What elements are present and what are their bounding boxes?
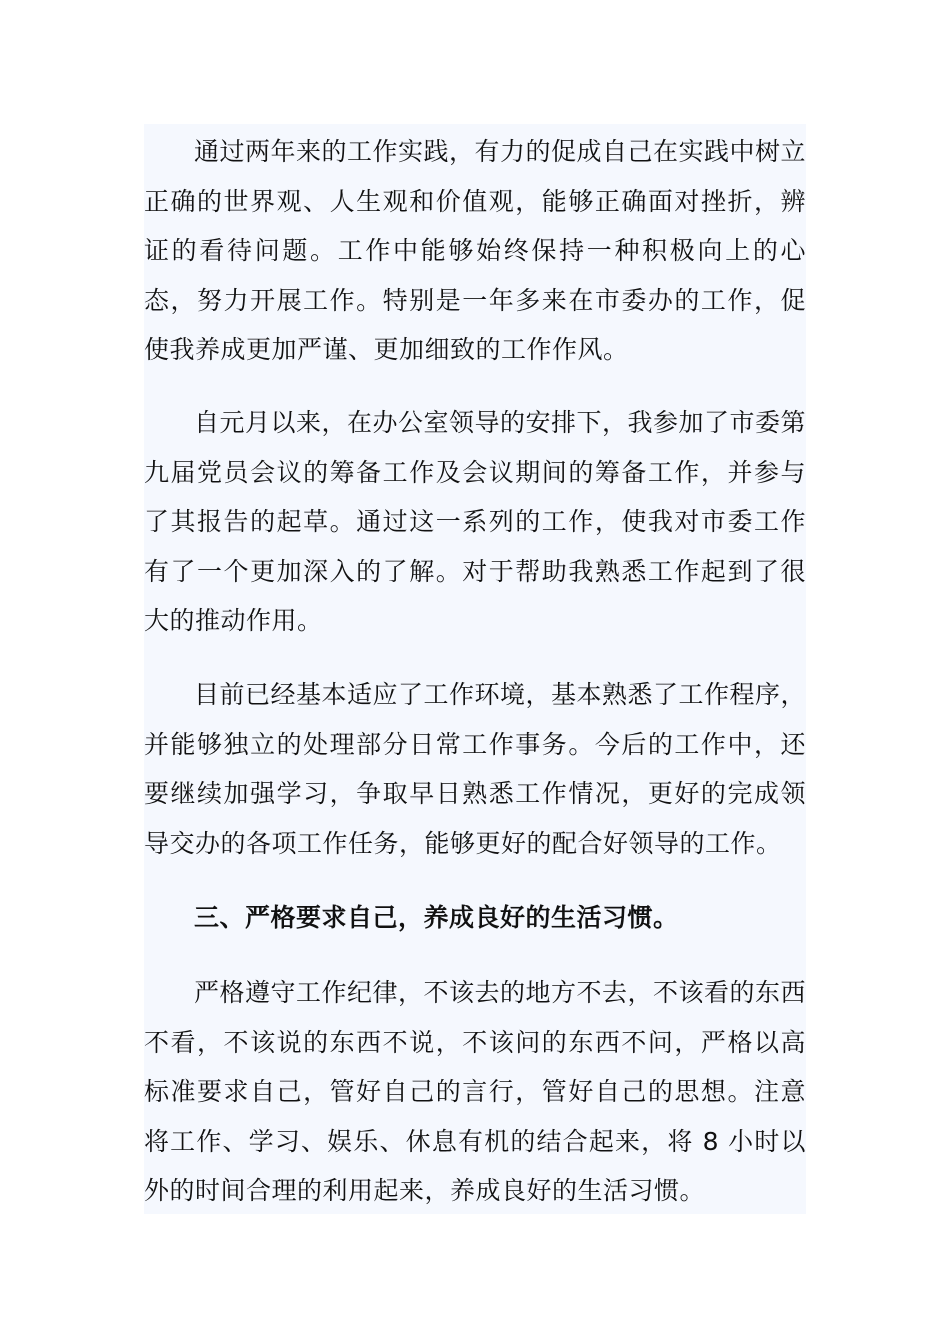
body-paragraph-adaptation: 目前已经基本适应了工作环境，基本熟悉了工作程序，并能够独立的处理部分日常工作事务。今后的工作中，还要继续加强学习，争取早日熟悉工作情况，更好的完成领导交办的各项工作任务，能够更好的配合好领导的工作。	[144, 680, 807, 858]
body-paragraph-meeting-preparation: 自元月以来，在办公室领导的安排下，我参加了市委第九届党员会议的筹备工作及会议期间的筹备工作，并参与了其报告的起草。通过这一系列的工作，使我对市委工作有了一个更加深入的了解。对于帮助我熟悉工作起到了很大的推动作用。	[144, 408, 807, 635]
section-heading: 三、严格要求自己，养成良好的生活习惯。	[194, 903, 679, 932]
body-paragraph-discipline: 严格遵守工作纪律，不该去的地方不去，不该看的东西不看，不该说的东西不说，不该问的东西不问，严格以高标准要求自己，管好自己的言行，管好自己的思想。注意将工作、学习、娱乐、休息有机的结合起来，将 8 小时以外的时间合理的利用起来，养成良好的生活习惯。	[144, 978, 807, 1205]
body-paragraph-work-practice: 通过两年来的工作实践，有力的促成自己在实践中树立正确的世界观、人生观和价值观，能够正确面对挫折，辨证的看待问题。工作中能够始终保持一种积极向上的心态，努力开展工作。特别是一年多来在市委办的工作，促使我养成更加严谨、更加细致的工作作风。	[144, 137, 807, 364]
